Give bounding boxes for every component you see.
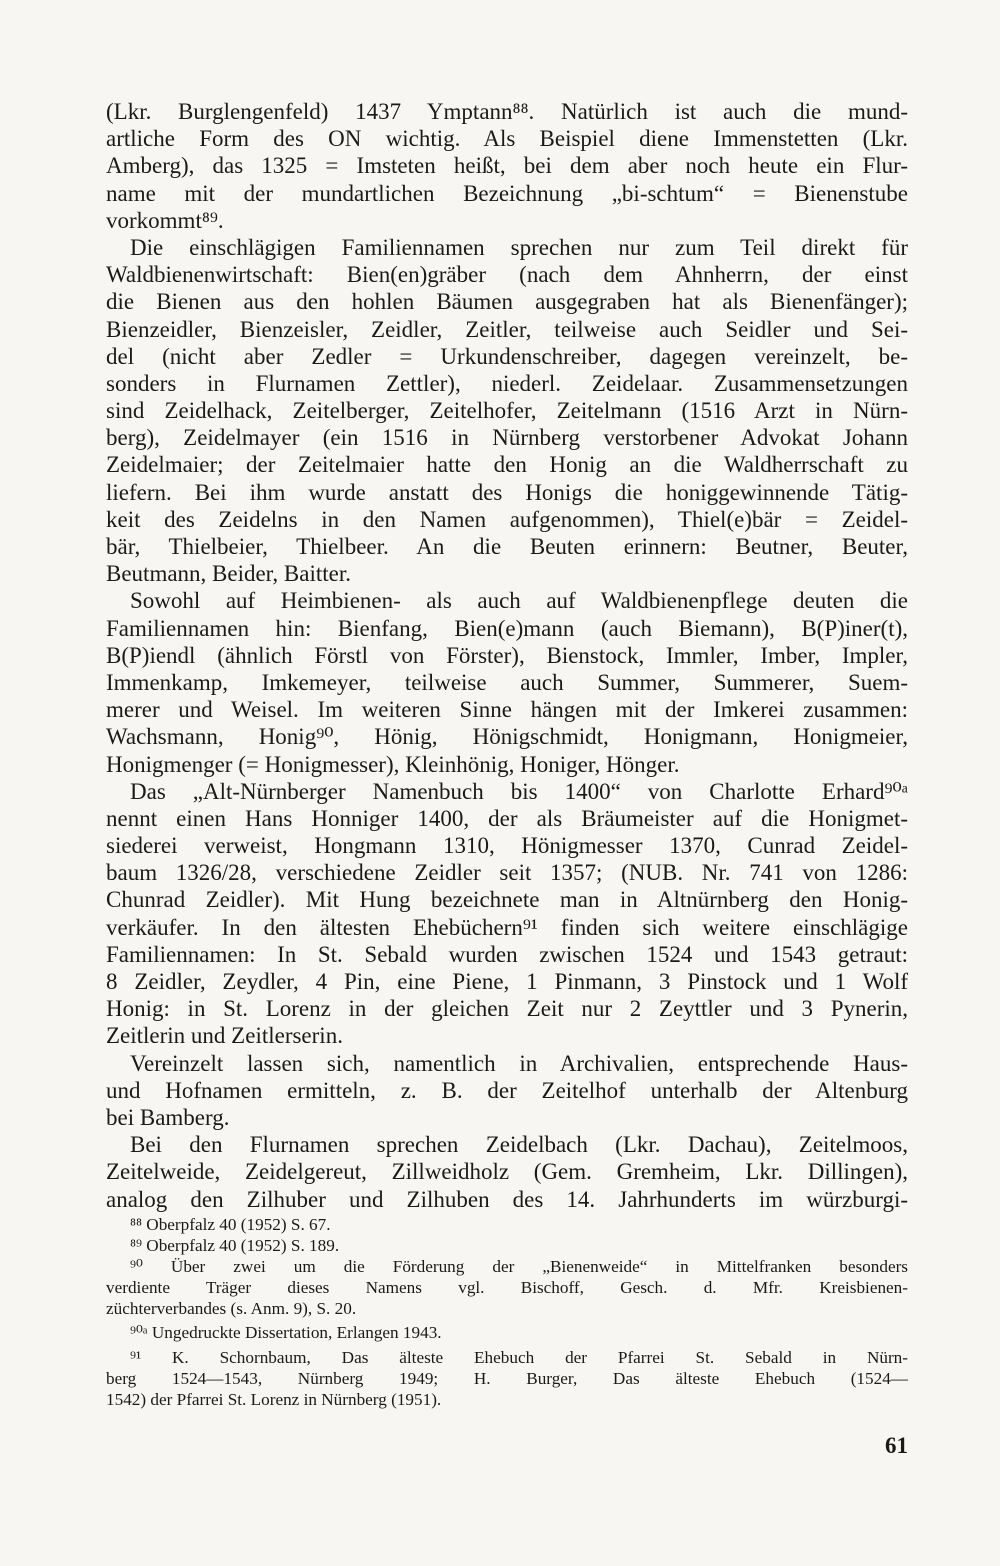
- footnote-line: berg 1524—1543, Nürnberg 1949; H. Burger, Das älteste Ehebuch (1524—: [106, 1368, 908, 1388]
- body-line: Bei den Flurnamen sprechen Zeidelbach (Lkr. Dachau), Zeitelmoos,: [130, 1132, 908, 1158]
- footnotes: [106, 1214, 908, 1410]
- body-line: bär, Thielbeier, Thielbeer. An die Beuten erinnern: Beutner, Beuter,: [106, 534, 908, 559]
- footnote-line: ⁸⁸ Oberpfalz 40 (1952) S. 67.: [130, 1215, 331, 1234]
- footnote-line: ⁹¹ K. Schornbaum, Das älteste Ehebuch der Pfarrei St. Sebald in Nürn-: [130, 1347, 908, 1367]
- body-line: artliche Form des ON wichtig. Als Beispiel diene Immenstetten (Lkr.: [106, 126, 908, 152]
- body-line: name mit der mundartlichen Bezeichnung „bi-schtum“ = Bienenstube: [106, 180, 908, 206]
- body-line: Vereinzelt lassen sich, namentlich in Archivalien, entsprechende Haus-: [130, 1050, 908, 1076]
- body-line: berg), Zeidelmayer (ein 1516 in Nürnberg verstorbener Advokat Johann: [106, 425, 908, 451]
- body-line: und Hofnamen ermitteln, z. B. der Zeitelhof unterhalb der Altenburg: [106, 1077, 908, 1103]
- body-line: Sowohl auf Heimbienen- als auch auf Waldbienenpflege deuten die: [130, 588, 908, 614]
- body-line: Das „Alt-Nürnberger Namenbuch bis 1400“ von Charlotte Erhard⁹⁰ᵃ: [130, 778, 908, 804]
- body-line: 8 Zeidler, Zeydler, 4 Pin, eine Piene, 1 Pinmann, 3 Pinstock und 1 Wolf: [106, 969, 908, 994]
- body-line: Wachsmann, Honig⁹⁰, Hönig, Hönigschmidt, Honigmann, Honigmeier,: [106, 724, 908, 750]
- footnote-line: ⁹⁰ᵃ Ungedruckte Dissertation, Erlangen 1943.: [130, 1323, 442, 1343]
- body-line: analog den Zilhuber und Zilhuben des 14. Jahrhunderts im würzburgi-: [106, 1186, 908, 1212]
- footnote-line: ⁹⁰ Über zwei um die Förderung der „Bienenweide“ in Mittelfranken besonders: [130, 1257, 908, 1277]
- body-line: B(P)iendl (ähnlich Förstl von Förster), Bienstock, Immler, Imber, Impler,: [106, 642, 908, 668]
- body-line: Honig: in St. Lorenz in der gleichen Zeit nur 2 Zeyttler und 3 Pynerin,: [106, 996, 908, 1022]
- footnote-line: verdiente Träger dieses Namens vgl. Bischoff, Gesch. d. Mfr. Kreisbienen-: [106, 1278, 908, 1298]
- footnote-line: züchterverbandes (s. Anm. 9), S. 20.: [106, 1299, 357, 1319]
- body-line: baum 1326/28, verschiedene Zeidler seit 1357; (NUB. Nr. 741 von 1286:: [106, 860, 908, 886]
- body-line: nennt einen Hans Honniger 1400, der als Bräumeister auf die Honigmet-: [106, 805, 908, 831]
- body-line: vorkommt⁸⁹.: [106, 207, 224, 233]
- body-line: Waldbienenwirtschaft: Bien(en)gräber (nach dem Ahnherrn, der einst: [106, 262, 908, 288]
- body-line: die Bienen aus den hohlen Bäumen ausgegraben hat als Bienenfänger);: [106, 289, 908, 315]
- page-number: 61: [885, 1433, 908, 1458]
- footnote-line: ⁸⁹ Oberpfalz 40 (1952) S. 189.: [130, 1236, 340, 1256]
- body-line: siederei verweist, Hongmann 1310, Hönigmesser 1370, Cunrad Zeidel-: [106, 833, 908, 859]
- body-line: keit des Zeidelns in den Namen aufgenommen), Thiel(e)bär = Zeidel-: [106, 506, 908, 532]
- body-line: bei Bamberg.: [106, 1104, 230, 1130]
- body-line: merer und Weisel. Im weiteren Sinne hängen mit der Imkerei zusammen:: [106, 697, 908, 723]
- body-line: Familiennamen: In St. Sebald wurden zwischen 1524 und 1543 getraut:: [106, 941, 908, 967]
- footnote-line: 1542) der Pfarrei St. Lorenz in Nürnberg (1951).: [106, 1389, 442, 1409]
- body-line: sind Zeidelhack, Zeitelberger, Zeitelhofer, Zeitelmann (1516 Arzt in Nürn-: [106, 398, 908, 424]
- body-line: Beutmann, Beider, Baitter.: [106, 561, 351, 587]
- body-line: Zeitelweide, Zeidelgereut, Zillweidholz (Gem. Gremheim, Lkr. Dillingen),: [106, 1159, 908, 1185]
- body-line: sonders in Flurnamen Zettler), niederl. Zeidelaar. Zusammensetzungen: [106, 370, 908, 396]
- body-text: [106, 98, 908, 1213]
- body-line: Immenkamp, Imkemeyer, teilweise auch Summer, Summerer, Suem-: [106, 669, 908, 695]
- body-line: Zeitlerin und Zeitlerserin.: [106, 1023, 343, 1049]
- body-line: Amberg), das 1325 = Imsteten heißt, bei dem aber noch heute ein Flur-: [106, 153, 908, 179]
- body-line: liefern. Bei ihm wurde anstatt des Honigs die honiggewinnende Tätig-: [106, 479, 908, 505]
- body-line: Zeidelmaier; der Zeitelmaier hatte den Honig an die Waldherrschaft zu: [106, 452, 908, 478]
- body-line: Chunrad Zeidler). Mit Hung bezeichnete man in Altnürnberg den Honig-: [106, 887, 908, 913]
- body-line: Familiennamen hin: Bienfang, Bien(e)mann (auch Biemann), B(P)iner(t),: [106, 615, 908, 641]
- body-line: Bienzeidler, Bienzeisler, Zeidler, Zeitler, teilweise auch Seidler und Sei-: [106, 316, 908, 342]
- body-line: Honigmenger (= Honigmesser), Kleinhönig, Honiger, Hönger.: [106, 751, 680, 777]
- body-line: (Lkr. Burglengenfeld) 1437 Ymptann⁸⁸. Natürlich ist auch die mund-: [106, 99, 908, 124]
- body-line: Die einschlägigen Familiennamen sprechen nur zum Teil direkt für: [130, 234, 908, 260]
- body-line: verkäufer. In den ältesten Ehebüchern⁹¹ finden sich weitere einschlägige: [106, 914, 908, 940]
- body-line: del (nicht aber Zedler = Urkundenschreiber, dagegen vereinzelt, be-: [106, 343, 908, 369]
